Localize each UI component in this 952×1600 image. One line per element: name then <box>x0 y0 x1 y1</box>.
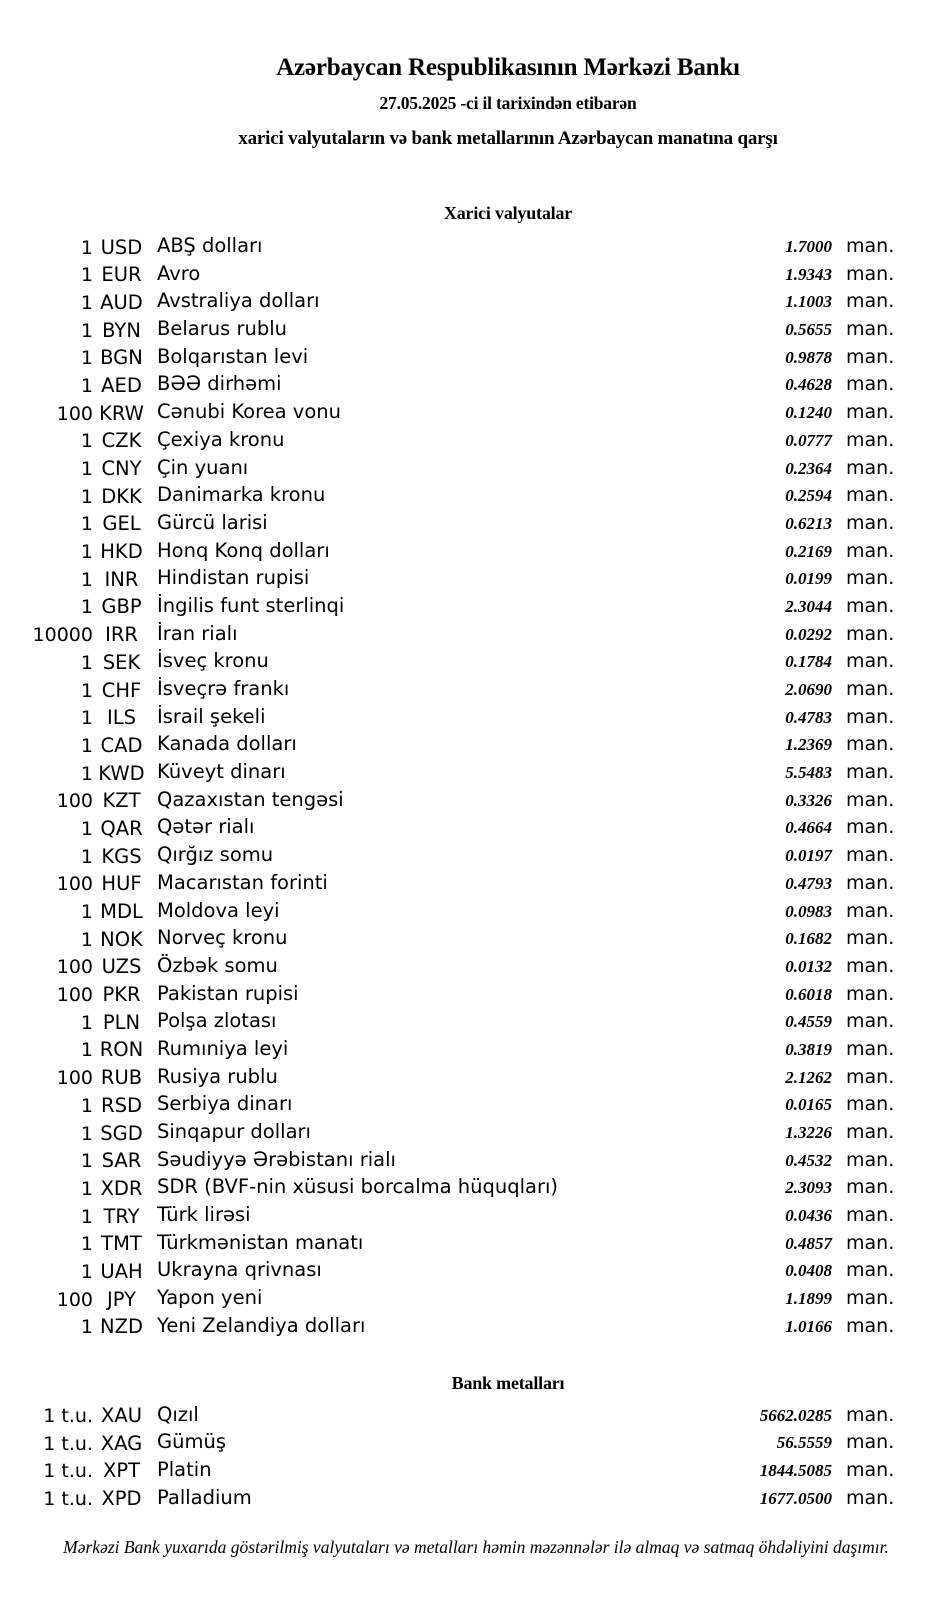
rate-quantity: 1 <box>80 430 93 453</box>
currency-code: SAR <box>101 1149 142 1173</box>
rate-quantity: 1 <box>80 817 93 840</box>
rate-quantity: 1 <box>80 707 93 730</box>
currency-name: Hindistan rupisi <box>157 566 310 590</box>
rate-quantity: 1 <box>80 762 93 785</box>
currency-code: HUF <box>101 872 142 896</box>
currency-code: INR <box>104 567 139 591</box>
manat-suffix: man. <box>846 650 895 673</box>
rate-value: 5662.0285 <box>759 1405 832 1425</box>
currency-row <box>0 315 952 343</box>
rate-quantity: 1 <box>80 513 93 536</box>
currency-row <box>0 564 952 592</box>
currency-code: UAH <box>100 1259 143 1283</box>
rate-quantity: 1 <box>80 236 93 259</box>
manat-suffix: man. <box>846 428 895 451</box>
rate-value: 0.4793 <box>785 873 832 893</box>
rate-quantity: 100 <box>56 956 93 979</box>
currency-name: Çexiya kronu <box>157 427 285 451</box>
currency-name: İsveç kronu <box>157 649 269 673</box>
currency-name: Norveç kronu <box>157 926 288 950</box>
currency-code: DKK <box>101 484 142 508</box>
currency-name: Rumıniya leyi <box>157 1036 289 1060</box>
rate-quantity: 1 <box>80 1011 93 1034</box>
rate-value: 0.0165 <box>785 1095 832 1115</box>
effective-date: 27.05.2025 -ci il tarixindən etibarən <box>379 93 637 113</box>
rate-quantity: 1 <box>80 928 93 951</box>
rate-value: 1.3226 <box>785 1123 832 1142</box>
rate-quantity: 1 <box>80 347 93 370</box>
rate-value: 5.5483 <box>785 763 832 783</box>
manat-suffix: man. <box>846 290 895 313</box>
metal-row <box>0 1456 952 1484</box>
currency-code: QAR <box>100 816 143 840</box>
manat-suffix: man. <box>846 899 895 922</box>
currency-name: Macarıstan forinti <box>157 870 328 894</box>
manat-suffix: man. <box>846 594 895 617</box>
metal-row <box>0 1428 952 1456</box>
rate-quantity: 1 <box>80 1233 93 1256</box>
rate-quantity: 1 <box>80 679 93 702</box>
currency-code: CZK <box>101 429 142 453</box>
rate-value: 2.3093 <box>785 1178 832 1198</box>
currency-name: Cənubi Korea vonu <box>157 400 341 424</box>
manat-suffix: man. <box>846 235 895 257</box>
manat-suffix: man. <box>846 318 895 341</box>
manat-suffix: man. <box>846 345 895 368</box>
currency-name: İsrail şekeli <box>157 704 266 728</box>
manat-suffix: man. <box>846 373 895 396</box>
metal-row <box>0 1484 952 1512</box>
manat-suffix: man. <box>846 567 895 590</box>
rate-value: 1677.0500 <box>759 1488 832 1508</box>
rate-value: 0.4628 <box>785 375 832 395</box>
manat-suffix: man. <box>846 1458 895 1481</box>
currency-row <box>0 1146 952 1174</box>
currency-code: IRR <box>105 623 138 647</box>
currency-code: CAD <box>100 733 143 757</box>
currency-row <box>0 537 952 565</box>
currency-row <box>0 675 952 703</box>
currency-code: RUB <box>100 1066 143 1090</box>
rate-quantity: 1 <box>80 1094 93 1117</box>
currency-code: NZD <box>100 1315 143 1339</box>
currency-row <box>0 924 952 952</box>
currency-name: Sinqapur dolları <box>157 1120 311 1143</box>
currency-name: Danimarka kronu <box>157 483 326 507</box>
rate-quantity: 1 <box>80 458 93 480</box>
currency-code: RON <box>99 1038 144 1062</box>
rate-quantity: 1 <box>80 485 93 508</box>
rate-value: 0.0132 <box>785 956 832 976</box>
manat-suffix: man. <box>846 1431 895 1454</box>
currency-code: CHF <box>101 678 142 702</box>
currency-row <box>0 509 952 537</box>
rate-value: 1.0166 <box>785 1316 832 1336</box>
rate-value: 0.4783 <box>785 707 832 727</box>
manat-suffix: man. <box>846 1010 895 1033</box>
manat-suffix: man. <box>846 927 895 950</box>
manat-suffix: man. <box>846 1259 895 1282</box>
rate-quantity: 10000 <box>32 624 93 647</box>
rate-quantity: 1 <box>80 319 93 342</box>
currency-row <box>0 426 952 454</box>
currency-name: BƏƏ dirhəmi <box>157 372 282 396</box>
currency-row <box>0 1063 952 1091</box>
currency-code: USD <box>100 235 143 259</box>
manat-suffix: man. <box>846 484 895 507</box>
currency-name: Türk lirəsi <box>157 1203 251 1227</box>
rate-value: 0.0199 <box>785 569 832 589</box>
rate-value: 1.1899 <box>785 1289 832 1309</box>
rate-value: 0.0983 <box>785 901 832 921</box>
rate-quantity: 1 <box>80 901 93 923</box>
manat-suffix: man. <box>846 1121 895 1143</box>
rate-value: 0.0436 <box>785 1206 832 1226</box>
currency-name: Rusiya rublu <box>157 1064 278 1088</box>
currency-code: AED <box>101 373 142 397</box>
currency-name: Yapon yeni <box>157 1286 263 1310</box>
currency-row <box>0 592 952 620</box>
manat-suffix: man. <box>846 401 895 424</box>
rate-quantity: 1 <box>80 596 93 619</box>
currency-name: Yeni Zelandiya dolları <box>157 1313 366 1337</box>
rate-quantity: 1 <box>80 1260 93 1283</box>
metals-table <box>0 1401 952 1512</box>
currency-row <box>0 1173 952 1201</box>
rate-quantity: 1 <box>80 291 93 314</box>
manat-suffix: man. <box>846 262 895 285</box>
currency-name: Gürcü larisi <box>157 510 268 534</box>
rate-quantity: 1 <box>80 541 93 564</box>
manat-suffix: man. <box>846 788 895 811</box>
currency-name: ABŞ dolları <box>157 234 263 257</box>
currency-code: XPT <box>102 1459 141 1483</box>
manat-suffix: man. <box>846 511 895 534</box>
rate-quantity: 1 <box>80 1122 93 1145</box>
currency-name: Türkmənistan manatı <box>157 1230 364 1254</box>
currency-name: Ukrayna qrivnası <box>157 1258 322 1282</box>
currency-row <box>0 260 952 288</box>
currency-code: XPD <box>101 1487 142 1511</box>
currency-code: BGN <box>100 346 143 370</box>
rate-value: 0.2364 <box>785 458 832 478</box>
currency-row <box>0 454 952 482</box>
rate-quantity: 1 <box>80 734 93 757</box>
currency-code: CNY <box>101 457 142 480</box>
currency-code: KWD <box>98 761 145 785</box>
rate-quantity: 1 <box>80 264 93 287</box>
disclaimer-text: Mərkəzi Bank yuxarıda göstərilmiş valyutaları və metalları həmin məzənnələr ilə almaq və satmaq öhdəliyini daşımır. <box>63 1537 889 1558</box>
manat-suffix: man. <box>846 982 895 1005</box>
currency-row <box>0 1229 952 1257</box>
currency-code: PKR <box>102 983 141 1007</box>
metal-row <box>0 1401 952 1429</box>
rate-quantity: 100 <box>56 984 93 1007</box>
manat-suffix: man. <box>846 816 895 839</box>
rate-quantity: 1 t.u. <box>43 1432 93 1455</box>
currency-name: Küveyt dinarı <box>157 760 286 784</box>
currency-code: GBP <box>101 595 142 619</box>
currency-row <box>0 343 952 371</box>
rate-value: 0.3326 <box>785 790 832 810</box>
currency-code: PLN <box>102 1010 141 1034</box>
metals-section-title: Bank metalları <box>451 1372 565 1393</box>
currency-name: Qazaxıstan tengəsi <box>157 787 344 811</box>
manat-suffix: man. <box>846 1314 895 1337</box>
manat-suffix: man. <box>846 844 895 867</box>
currency-code: TMT <box>101 1232 142 1256</box>
currency-name: Polşa zlotası <box>157 1009 277 1033</box>
manat-suffix: man. <box>846 456 895 479</box>
currency-code: AUD <box>100 290 143 314</box>
currency-code: XDR <box>100 1176 143 1200</box>
currency-name: Honq Konq dolları <box>157 538 330 562</box>
currency-row <box>0 481 952 509</box>
rate-quantity: 1 <box>80 1205 93 1228</box>
rate-quantity: 1 t.u. <box>43 1460 93 1483</box>
currency-code: SEK <box>102 650 141 674</box>
currency-row <box>0 647 952 675</box>
currency-row <box>0 1118 952 1146</box>
currency-name: Çin yuanı <box>157 455 249 479</box>
currency-name: Serbiya dinarı <box>157 1092 293 1116</box>
manat-suffix: man. <box>846 705 895 728</box>
currency-name: İngilis funt sterlinqi <box>157 593 345 617</box>
currency-code: HKD <box>100 540 143 564</box>
rate-value: 0.4532 <box>785 1150 832 1170</box>
currency-name: Qızıl <box>157 1402 199 1426</box>
rate-value: 2.3044 <box>785 596 832 616</box>
manat-suffix: man. <box>846 1403 895 1426</box>
rate-quantity: 100 <box>56 873 93 896</box>
currency-row <box>0 1312 952 1340</box>
currency-row <box>0 620 952 648</box>
rate-quantity: 1 <box>80 374 93 397</box>
currency-code: ILS <box>107 706 136 730</box>
manat-suffix: man. <box>846 1093 895 1116</box>
rate-value: 0.4559 <box>785 1012 832 1032</box>
rate-value: 0.5655 <box>785 320 832 340</box>
currency-name: Moldova leyi <box>157 898 280 922</box>
currency-code: KZT <box>102 789 141 813</box>
rate-value: 1.2369 <box>785 735 832 755</box>
currency-code: UZS <box>101 955 142 979</box>
rate-quantity: 1 <box>80 568 93 591</box>
rate-value: 0.0197 <box>785 846 832 866</box>
currency-name: Qətər rialı <box>157 815 255 839</box>
rate-quantity: 1 t.u. <box>43 1488 93 1511</box>
rate-quantity: 1 <box>80 651 93 674</box>
currency-code: JPY <box>107 1287 136 1311</box>
currency-name: İran rialı <box>157 621 238 645</box>
currency-code: KGS <box>101 844 142 868</box>
currency-name: Gümüş <box>157 1430 226 1454</box>
rate-value: 56.5559 <box>776 1433 832 1453</box>
currency-code: XAU <box>101 1404 142 1427</box>
rate-quantity: 1 t.u. <box>43 1405 93 1427</box>
currency-row <box>0 952 952 980</box>
manat-suffix: man. <box>846 1037 895 1060</box>
currency-row <box>0 730 952 758</box>
manat-suffix: man. <box>846 1176 895 1199</box>
currency-row <box>0 370 952 398</box>
rate-value: 0.0292 <box>785 624 832 644</box>
currency-row <box>0 869 952 897</box>
rate-quantity: 100 <box>56 790 93 813</box>
currency-row <box>0 1035 952 1063</box>
header-subtitle: xarici valyutaların və bank metallarının Azərbaycan manatına qarşı <box>238 128 778 149</box>
currency-name: Qırğız somu <box>157 843 274 867</box>
currency-row <box>0 1007 952 1035</box>
currency-name: İsveçrə frankı <box>157 677 290 700</box>
currency-code: MDL <box>100 900 143 923</box>
currency-name: Özbək somu <box>157 953 278 977</box>
currency-row <box>0 398 952 426</box>
currency-code: BYN <box>102 318 141 342</box>
rate-value: 0.2169 <box>785 541 832 561</box>
currency-row <box>0 897 952 925</box>
currency-row <box>0 703 952 731</box>
currency-name: SDR (BVF-nin xüsusi borcalma hüquqları) <box>157 1175 559 1199</box>
rate-value: 0.2594 <box>785 486 832 506</box>
manat-suffix: man. <box>846 761 895 784</box>
rate-value: 0.1682 <box>785 929 832 949</box>
currency-row <box>0 1256 952 1284</box>
currency-code: GEL <box>102 512 141 536</box>
currency-row <box>0 786 952 814</box>
currency-name: Palladium <box>157 1485 252 1509</box>
rate-value: 0.3819 <box>785 1039 832 1059</box>
currencies-table <box>0 232 952 1340</box>
manat-suffix: man. <box>846 1486 895 1509</box>
currency-row <box>0 1201 952 1229</box>
rate-value: 0.9878 <box>785 347 832 367</box>
currency-name: Platin <box>157 1457 212 1481</box>
currency-code: RSD <box>101 1093 142 1117</box>
rate-value: 1.7000 <box>785 237 832 256</box>
rate-quantity: 1 <box>80 1039 93 1062</box>
currency-row <box>0 287 952 315</box>
currency-name: Avstraliya dolları <box>157 289 320 313</box>
rate-value: 0.0777 <box>785 430 832 450</box>
currency-row <box>0 980 952 1008</box>
currency-name: Avro <box>157 261 201 285</box>
rate-value: 0.4664 <box>785 818 832 838</box>
rate-value: 2.0690 <box>785 680 832 699</box>
currency-code: XAG <box>100 1431 143 1455</box>
rate-quantity: 1 <box>80 1150 93 1173</box>
currency-code: TRY <box>103 1204 140 1228</box>
currency-name: Kanada dolları <box>157 732 297 756</box>
rate-quantity: 100 <box>56 1067 93 1090</box>
manat-suffix: man. <box>846 1148 895 1171</box>
manat-suffix: man. <box>846 622 895 645</box>
currency-name: Belarus rublu <box>157 317 288 341</box>
currency-row <box>0 1090 952 1118</box>
rate-value: 0.4857 <box>785 1233 832 1253</box>
rate-value: 0.1240 <box>785 403 832 423</box>
currency-row <box>0 758 952 786</box>
manat-suffix: man. <box>846 1065 895 1088</box>
manat-suffix: man. <box>846 733 895 756</box>
currency-row <box>0 1284 952 1312</box>
manat-suffix: man. <box>846 871 895 894</box>
currency-row <box>0 813 952 841</box>
currency-code: KRW <box>99 401 144 425</box>
currency-code: EUR <box>101 263 142 287</box>
manat-suffix: man. <box>846 678 895 700</box>
rate-value: 1844.5085 <box>759 1460 832 1480</box>
page-title: Azərbaycan Respublikasının Mərkəzi Bankı <box>276 54 740 81</box>
currency-name: Səudiyyə Ərəbistanı rialı <box>157 1147 396 1171</box>
currency-code: NOK <box>100 927 143 951</box>
currencies-section-title: Xarici valyutalar <box>443 203 573 223</box>
rate-value: 1.9343 <box>785 264 832 284</box>
rate-value: 1.1003 <box>785 292 832 312</box>
rate-quantity: 100 <box>56 402 93 425</box>
rate-quantity: 100 <box>56 1288 93 1311</box>
rate-quantity: 1 <box>80 1316 93 1339</box>
rate-value: 0.1784 <box>785 652 832 672</box>
manat-suffix: man. <box>846 1287 895 1310</box>
rate-value: 2.1262 <box>785 1067 832 1087</box>
manat-suffix: man. <box>846 1204 895 1227</box>
manat-suffix: man. <box>846 1231 895 1254</box>
currency-row <box>0 232 952 260</box>
currency-row <box>0 841 952 869</box>
currency-code: SGD <box>100 1121 143 1145</box>
rate-value: 0.0408 <box>785 1261 832 1281</box>
currency-name: Pakistan rupisi <box>157 981 299 1005</box>
manat-suffix: man. <box>846 539 895 562</box>
rate-value: 0.6018 <box>785 984 832 1004</box>
rate-quantity: 1 <box>80 845 93 868</box>
rate-value: 0.6213 <box>785 513 832 533</box>
manat-suffix: man. <box>846 954 895 977</box>
currency-name: Bolqarıstan levi <box>157 344 309 368</box>
header <box>0 0 952 151</box>
rate-quantity: 1 <box>80 1177 93 1200</box>
